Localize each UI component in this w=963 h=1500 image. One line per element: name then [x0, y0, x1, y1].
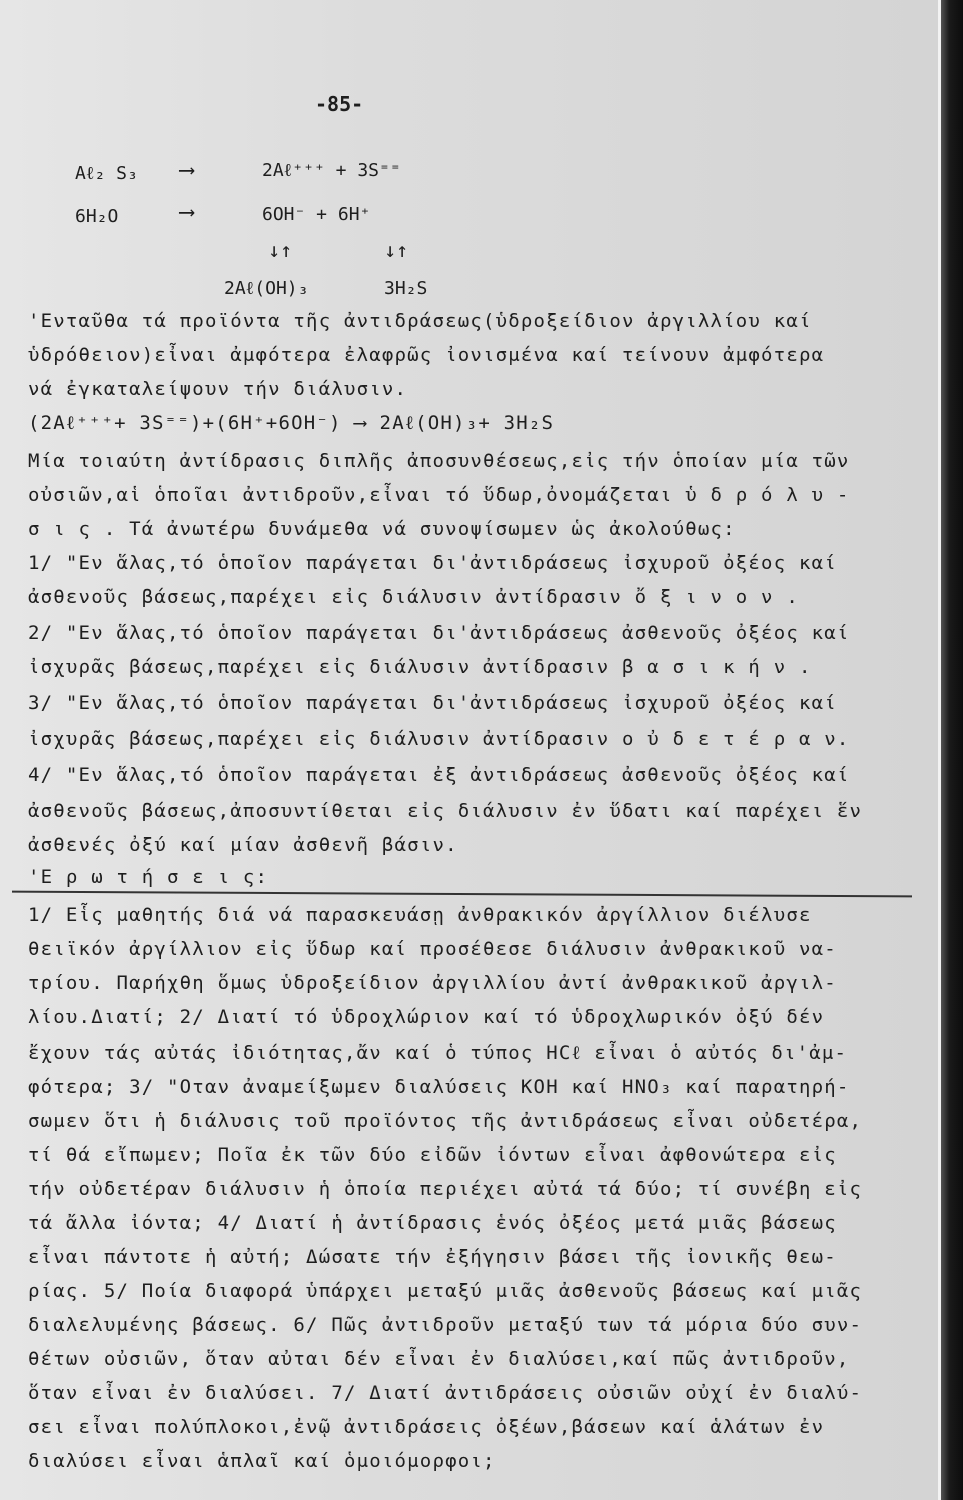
question-line: τρίου. Παρήχθη ὅμως ὑδροξείδιον ἀργιλλίου ἀντί ἀνθρακικοῦ ἀργιλ- — [28, 972, 837, 994]
question-line: ρίας. 5/ Ποία διαφορά ὑπάρχει μεταξύ μιᾶς ἀσθενοῦς βάσεως καί μιᾶς — [28, 1280, 863, 1302]
formula-product-1: 2Aℓ(OH)₃ — [224, 278, 309, 299]
reaction-arrow-icon: ⟶ — [180, 200, 194, 225]
question-line: ἔχουν τάς αὐτάς ἰδιότητας,ἄν καί ὁ τύπος HCℓ εἶναι ὁ αὐτός δι'ἀμ- — [28, 1042, 848, 1064]
text-line: ἀσθενοῦς βάσεως,ἀποσυντίθεται εἰς διάλυσιν ἐν ὕδατι καί παρέχει ἕν — [28, 800, 863, 822]
question-line: τήν οὐδετέραν διάλυσιν ἡ ὁποία περιέχει αὐτά τά δύο; τί συνέβη εἰς — [28, 1178, 863, 1200]
equation-line: (2Aℓ⁺⁺⁺+ 3S⁼⁼)+(6H⁺+6OH⁻) ⟶ 2Aℓ(OH)₃+ 3H₂S — [28, 412, 555, 434]
rule-item: 3/ "Εν ἅλας,τό ὁποῖον παράγεται δι'ἀντιδράσεως ἰσχυροῦ ὀξέος καί — [28, 692, 837, 714]
question-line: φότερα; 3/ "Οταν ἀναμείξωμεν διαλύσεις KOH καί HNO₃ καί παρατηρή- — [28, 1076, 850, 1098]
book-binding-edge — [940, 0, 963, 1500]
question-line: 1/ Εἷς μαθητής διά νά παρασκευάσῃ ἀνθρακικόν ἀργίλλιον διέλυσε — [28, 904, 812, 926]
question-line: θέτων οὐσιῶν, ὅταν αὐται δέν εἶναι ἐν διαλύσει,καί πῶς ἀντιδροῦν, — [28, 1348, 850, 1370]
text-line: ἀσθενοῦς βάσεως,παρέχει εἰς διάλυσιν ἀντίδρασιν ὄ ξ ι ν ο ν . — [28, 586, 799, 608]
question-line: σωμεν ὅτι ἡ διάλυσις τοῦ προϊόντος τῆς ἀντιδράσεως εἶναι οὐδετέρα, — [28, 1110, 863, 1132]
text-line: Μία τοιαύτη ἀντίδρασις διπλῆς ἀποσυνθέσεως,εἰς τήν ὁποίαν μία τῶν — [28, 450, 850, 472]
question-line: διαλελυμένης βάσεως. 6/ Πῶς ἀντιδροῦν μεταξύ των τά μόρια δύο συν- — [28, 1314, 863, 1336]
question-line: ὅταν εἶναι ἐν διαλύσει. 7/ Διατί ἀντιδράσεις οὐσιῶν οὐχί ἐν διαλύ- — [28, 1382, 863, 1404]
question-line: σει εἶναι πολύπλοκοι,ἐνῷ ἀντιδράσεις ὀξέων,βάσεων καί ἁλάτων ἐν — [28, 1416, 825, 1438]
page-number: -85- — [315, 92, 364, 116]
text-line: ἰσχυρᾶς βάσεως,παρέχει εἰς διάλυσιν ἀντίδρασιν ο ὐ δ ε τ έ ρ α ν. — [28, 728, 850, 750]
rule-item: 1/ "Εν ἅλας,τό ὁποῖον παράγεται δι'ἀντιδράσεως ἰσχυροῦ ὀξέος καί — [28, 552, 837, 574]
rule-item: 4/ "Εν ἅλας,τό ὁποῖον παράγεται ἐξ ἀντιδράσεως ἀσθενοῦς ὀξέος καί — [28, 764, 850, 786]
question-line: τί θά εἴπωμεν; Ποῖα ἐκ τῶν δύο εἰδῶν ἰόντων εἶναι ἀφθονώτερα εἰς — [28, 1144, 837, 1166]
text-line: ὑδρόθειον)εἶναι ἀμφότερα ἐλαφρῶς ἰονισμένα καί τείνουν ἀμφότερα — [28, 344, 825, 366]
text-line: ἀσθενές ὀξύ καί μίαν ἀσθενῆ βάσιν. — [28, 834, 458, 856]
page-edge — [938, 0, 941, 1500]
rule-item: 2/ "Εν ἅλας,τό ὁποῖον παράγεται δι'ἀντιδράσεως ἀσθενοῦς ὀξέος καί — [28, 622, 850, 644]
text-line: ἰσχυρᾶς βάσεως,παρέχει εἰς διάλυσιν ἀντίδρασιν β α σ ι κ ή ν . — [28, 656, 812, 678]
question-line: θειϊκόν ἀργίλλιον εἰς ὕδωρ καί προσέθεσε διάλυσιν ἀνθρακικοῦ να- — [28, 938, 837, 960]
question-line: διαλύσει εἶναι ἁπλαῖ καί ὁμοιόμορφοι; — [28, 1450, 496, 1472]
equilibrium-arrows-icon: ↓↑ — [268, 238, 293, 262]
text-line: οὐσιῶν,αἱ ὁποῖαι ἀντιδροῦν,εἶναι τό ὕδωρ,ὀνομάζεται ὑ δ ρ ό λ υ - — [28, 484, 850, 506]
question-line: τά ἄλλα ἰόντα; 4/ Διατί ἡ ἀντίδρασις ἑνός ὀξέος μετά μιᾶς βάσεως — [28, 1212, 837, 1234]
formula-ions-2: 6OH⁻ + 6H⁺ — [262, 204, 371, 225]
formula-reactant-1: Aℓ₂ S₃ — [75, 163, 138, 184]
section-heading: 'Ε ρ ω τ ή σ ε ι ς: — [28, 866, 269, 888]
reaction-arrow-icon: ⟶ — [180, 158, 194, 183]
formula-reactant-2: 6H₂O — [75, 206, 119, 227]
text-line: 'Ενταῦθα τά προϊόντα τῆς ἀντιδράσεως(ὑδροξείδιον ἀργιλλίου καί — [28, 310, 812, 332]
text-line: σ ι ς . Τά ἀνωτέρω δυνάμεθα νά συνοψίσωμεν ὡς ἀκολούθως: — [28, 518, 736, 540]
section-divider — [12, 891, 912, 898]
text-line: νά ἐγκαταλείψουν τήν διάλυσιν. — [28, 378, 408, 400]
question-line: λίου.Διατί; 2/ Διατί τό ὑδροχλώριον καί τό ὑδροχλωρικόν ὀξύ δέν — [28, 1006, 825, 1028]
formula-ions-1: 2Aℓ⁺⁺⁺ + 3S⁼⁼ — [262, 160, 401, 181]
question-line: εἶναι πάντοτε ἡ αὐτή; Δώσατε τήν ἐξήγησιν βάσει τῆς ἰονικῆς θεω- — [28, 1246, 837, 1268]
formula-product-2: 3H₂S — [384, 278, 428, 299]
equilibrium-arrows-icon: ↓↑ — [384, 238, 409, 262]
